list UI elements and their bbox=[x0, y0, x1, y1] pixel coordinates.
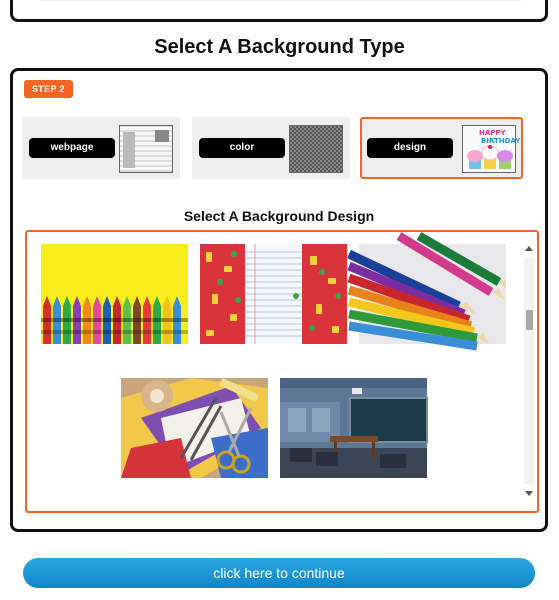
step-badge: STEP 2 bbox=[24, 80, 73, 98]
webpage-preview-image bbox=[119, 125, 173, 173]
svg-text:BIRTHDAY: BIRTHDAY bbox=[481, 137, 521, 145]
birthday-cupcakes-image bbox=[462, 125, 521, 173]
design-section-heading: Select A Background Design bbox=[183, 208, 375, 224]
design-gallery[interactable] bbox=[25, 230, 539, 513]
type-option-color[interactable] bbox=[192, 117, 350, 179]
scroll-up-arrow-icon[interactable] bbox=[525, 246, 533, 251]
scroll-track[interactable] bbox=[524, 258, 534, 484]
type-label-webpage: webpage bbox=[29, 138, 115, 158]
type-label-design: design bbox=[367, 138, 453, 158]
previous-step-panel bbox=[10, 0, 548, 22]
page-title: Select A Background Type bbox=[154, 36, 405, 58]
scroll-thumb[interactable] bbox=[526, 310, 533, 330]
scroll-down-arrow-icon[interactable] bbox=[525, 491, 533, 496]
svg-text:HAPPY: HAPPY bbox=[479, 129, 506, 137]
type-option-webpage[interactable] bbox=[22, 117, 180, 179]
design-thumb-notebook[interactable] bbox=[200, 244, 347, 344]
continue-button[interactable]: click here to continue bbox=[23, 558, 535, 588]
design-thumb-classroom[interactable] bbox=[280, 378, 427, 478]
design-thumb-crayons[interactable] bbox=[41, 244, 188, 344]
design-thumb-colored-pencils[interactable] bbox=[359, 244, 506, 344]
type-label-color: color bbox=[199, 138, 285, 158]
background-type-panel bbox=[10, 68, 548, 532]
type-option-design[interactable] bbox=[360, 117, 523, 179]
gallery-scrollbar[interactable] bbox=[523, 242, 535, 500]
previous-step-bar bbox=[37, 0, 525, 1]
color-swatch-image bbox=[289, 125, 343, 173]
design-thumb-school-supplies[interactable] bbox=[121, 378, 268, 478]
